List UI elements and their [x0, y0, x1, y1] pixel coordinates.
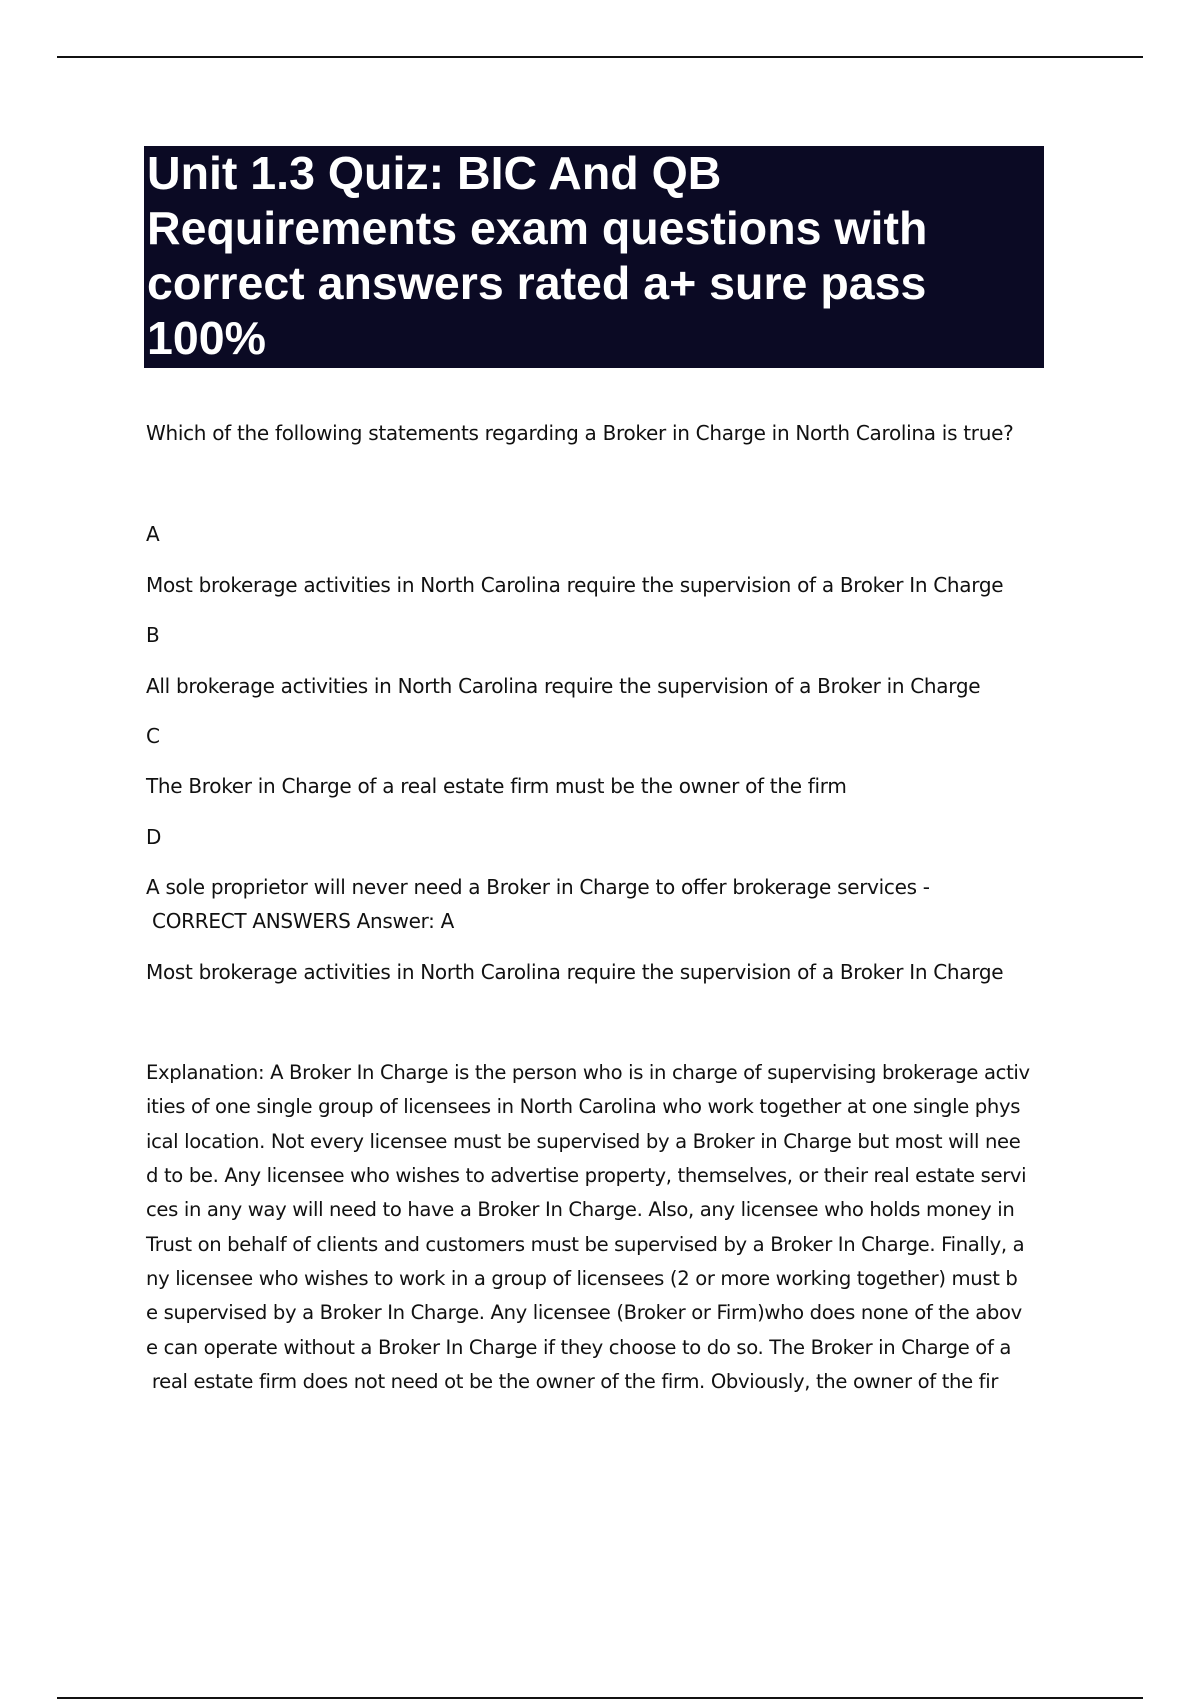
- option-letter-b: B: [146, 623, 160, 647]
- option-text-d: A sole proprietor will never need a Broker in Charge to offer brokerage services -: [146, 875, 930, 899]
- question-text: Which of the following statements regarding a Broker in Charge in North Carolina is true?: [146, 421, 1014, 445]
- explanation-line: Trust on behalf of clients and customers must be supervised by a Broker In Charge. Finally, a: [146, 1233, 1025, 1256]
- explanation-line: e can operate without a Broker In Charge if they choose to do so. The Broker in Charge of a: [146, 1336, 1012, 1359]
- document-title: [144, 146, 1044, 368]
- title-line: Requirements exam questions with: [147, 202, 928, 254]
- option-letter-d: D: [146, 825, 162, 849]
- option-text-b: All brokerage activities in North Carolina require the supervision of a Broker in Charge: [146, 674, 981, 698]
- explanation-line: d to be. Any licensee who wishes to advertise property, themselves, or their real estate servi: [146, 1164, 1027, 1187]
- answer-text: Most brokerage activities in North Carolina require the supervision of a Broker In Charge: [146, 960, 1004, 984]
- explanation-line: ny licensee who wishes to work in a group of licensees (2 or more working together) must b: [146, 1267, 1018, 1290]
- explanation-line: Explanation: A Broker In Charge is the person who is in charge of supervising brokerage activ: [146, 1061, 1030, 1084]
- option-letter-c: C: [146, 724, 160, 748]
- option-letter-a: A: [146, 522, 160, 546]
- explanation-line: e supervised by a Broker In Charge. Any licensee (Broker or Firm)who does none of the abov: [146, 1301, 1022, 1324]
- explanation-line: ces in any way will need to have a Broker In Charge. Also, any licensee who holds money in: [146, 1198, 1015, 1221]
- top-rule: [57, 56, 1143, 58]
- option-text-c: The Broker in Charge of a real estate firm must be the owner of the firm: [146, 774, 847, 798]
- explanation-line: ical location. Not every licensee must be supervised by a Broker in Charge but most will nee: [146, 1130, 1021, 1153]
- correct-answer-label: CORRECT ANSWERS Answer: A: [146, 909, 455, 933]
- title-line: correct answers rated a+ sure pass: [147, 257, 927, 309]
- explanation-line: ities of one single group of licensees in North Carolina who work together at one single phys: [146, 1095, 1021, 1118]
- title-line: Unit 1.3 Quiz: BIC And QB: [147, 147, 722, 199]
- bottom-rule: [57, 1697, 1143, 1699]
- explanation-line: real estate firm does not need ot be the owner of the firm. Obviously, the owner of the fir: [146, 1370, 999, 1393]
- option-text-a: Most brokerage activities in North Carolina require the supervision of a Broker In Charge: [146, 573, 1004, 597]
- title-line: 100%: [147, 312, 266, 364]
